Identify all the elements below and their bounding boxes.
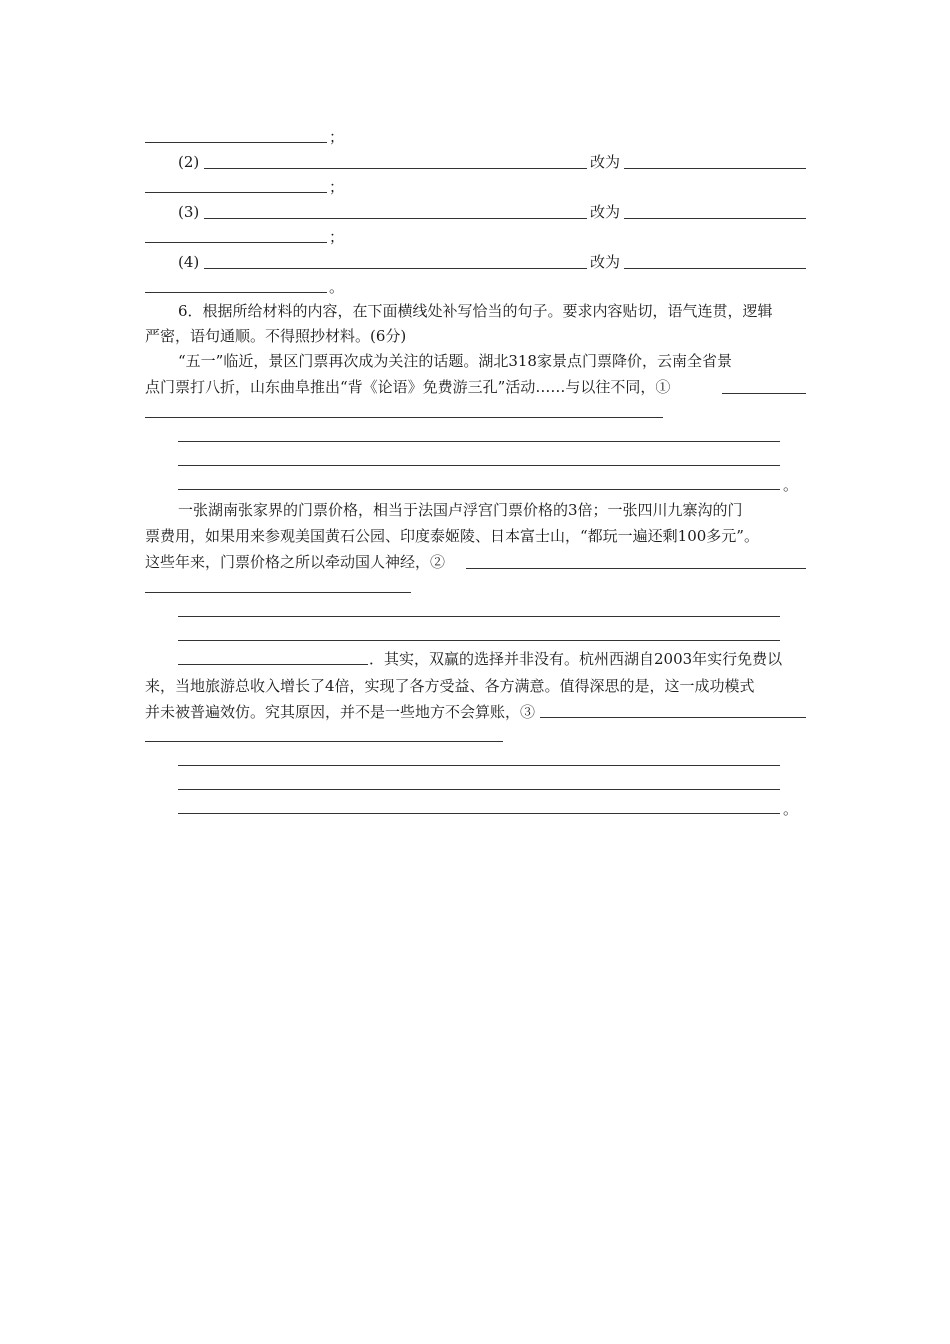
- answer-blank[interactable]: [145, 192, 327, 193]
- material-text: 并未被普遍效仿。究其原因，并不是一些地方不会算账，③: [145, 703, 536, 721]
- answer-blank-3[interactable]: [145, 741, 503, 742]
- answer-blank-1[interactable]: [178, 489, 780, 490]
- answer-blank-1[interactable]: [145, 417, 663, 418]
- item-number: (4): [178, 253, 200, 271]
- answer-blank[interactable]: [204, 218, 587, 219]
- period: 。: [329, 278, 345, 296]
- answer-blank-1[interactable]: [178, 441, 780, 442]
- answer-blank-2[interactable]: [145, 592, 411, 593]
- answer-blank-3[interactable]: [178, 765, 780, 766]
- item-number: (2): [178, 153, 200, 171]
- question-prompt: 6．根据所给材料的内容，在下面横线处补写恰当的句子。要求内容贴切，语气连贯，逻辑: [178, 302, 773, 320]
- answer-blank[interactable]: [624, 168, 806, 169]
- answer-blank[interactable]: [145, 142, 327, 143]
- semicolon: ；: [329, 228, 345, 246]
- material-text: ．其实，双赢的选择并非没有。杭州西湖自2003年实行免费以: [369, 650, 783, 668]
- item-number: (3): [178, 203, 200, 221]
- answer-blank-3[interactable]: [178, 789, 780, 790]
- answer-blank[interactable]: [204, 268, 587, 269]
- period: 。: [783, 800, 799, 818]
- answer-blank[interactable]: [624, 268, 806, 269]
- answer-blank[interactable]: [624, 218, 806, 219]
- answer-blank-1[interactable]: [722, 393, 806, 394]
- semicolon: ；: [329, 128, 345, 146]
- answer-blank-1[interactable]: [178, 465, 780, 466]
- period: 。: [783, 476, 799, 494]
- answer-blank[interactable]: [145, 292, 327, 293]
- answer-blank-3[interactable]: [540, 717, 806, 718]
- answer-blank[interactable]: [204, 168, 587, 169]
- answer-blank-2[interactable]: [178, 664, 368, 665]
- material-text: “五一”临近，景区门票再次成为关注的话题。湖北318家景点门票降价，云南全省景: [178, 352, 732, 370]
- change-to-label: 改为: [590, 203, 621, 221]
- change-to-label: 改为: [590, 153, 621, 171]
- answer-blank-2[interactable]: [178, 616, 780, 617]
- answer-blank-2[interactable]: [466, 568, 806, 569]
- material-text: 点门票打八折，山东曲阜推出“背《论语》免费游三孔”活动……与以往不同，①: [145, 378, 671, 396]
- material-text: 来，当地旅游总收入增长了4倍，实现了各方受益、各方满意。值得深思的是，这一成功模式: [145, 677, 755, 695]
- material-text: 一张湖南张家界的门票价格，相当于法国卢浮宫门票价格的3倍；一张四川九寨沟的门: [178, 501, 743, 519]
- answer-blank-3[interactable]: [178, 813, 780, 814]
- material-text: 票费用，如果用来参观美国黄石公园、印度泰姬陵、日本富士山，“都玩一遍还剩100多元”。: [145, 527, 759, 545]
- answer-blank[interactable]: [145, 242, 327, 243]
- material-text: 这些年来，门票价格之所以牵动国人神经，②: [145, 553, 446, 571]
- question-prompt: 严密，语句通顺。不得照抄材料。(6分): [145, 327, 407, 345]
- answer-blank-2[interactable]: [178, 640, 780, 641]
- change-to-label: 改为: [590, 253, 621, 271]
- semicolon: ；: [329, 178, 345, 196]
